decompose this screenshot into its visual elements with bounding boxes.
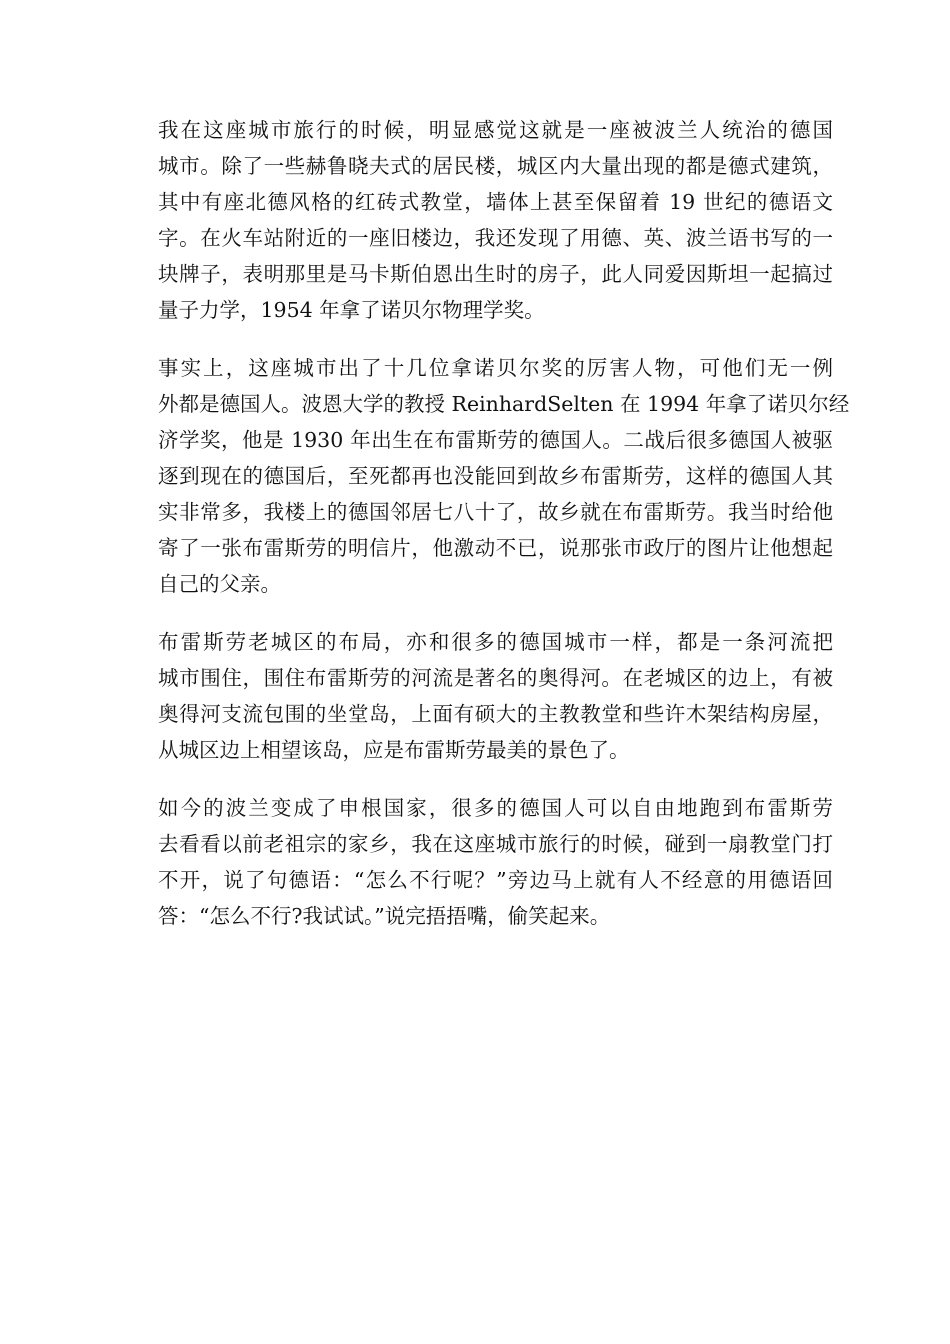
paragraph-line: 我在这座城市旅行的时候，明显感觉这就是一座被波兰人统治的德国 bbox=[158, 118, 833, 142]
paragraph-line: 布雷斯劳老城区的布局，亦和很多的德国城市一样，都是一条河流把 bbox=[158, 630, 833, 654]
paragraph-line: 答：“怎么不行?我试试。”说完捂捂嘴，偷笑起来。 bbox=[158, 904, 611, 928]
paragraph-line: 去看看以前老祖宗的家乡，我在这座城市旅行的时候，碰到一扇教堂门打 bbox=[158, 832, 833, 856]
paragraph-line: 实非常多，我楼上的德国邻居七八十了，故乡就在布雷斯劳。我当时给他 bbox=[158, 500, 833, 524]
paragraph-line: 寄了一张布雷斯劳的明信片，他激动不已，说那张市政厅的图片让他想起 bbox=[158, 536, 833, 560]
paragraph-line: 如今的波兰变成了申根国家，很多的德国人可以自由地跑到布雷斯劳 bbox=[158, 796, 833, 820]
paragraph-line: 城市。除了一些赫鲁晓夫式的居民楼，城区内大量出现的都是德式建筑， bbox=[158, 154, 833, 178]
paragraph-1 bbox=[117, 112, 833, 328]
paragraph-line: 从城区边上相望该岛，应是布雷斯劳最美的景色了。 bbox=[158, 738, 630, 762]
paragraph-line: 量子力学，1954 年拿了诺贝尔物理学奖。 bbox=[158, 298, 545, 322]
paragraph-line: 奥得河支流包围的坐堂岛，上面有硕大的主教教堂和些许木架结构房屋， bbox=[158, 702, 833, 726]
paragraph-line: 济学奖，他是 1930 年出生在布雷斯劳的德国人。二战后很多德国人被驱 bbox=[158, 428, 833, 452]
paragraph-2 bbox=[117, 350, 850, 602]
paragraph-line: 事实上，这座城市出了十几位拿诺贝尔奖的厉害人物，可他们无一例 bbox=[158, 356, 833, 380]
paragraph-line: 字。在火车站附近的一座旧楼边，我还发现了用德、英、波兰语书写的一 bbox=[158, 226, 833, 250]
paragraph-3 bbox=[117, 624, 833, 768]
paragraph-line: 逐到现在的德国后，至死都再也没能回到故乡布雷斯劳，这样的德国人其 bbox=[158, 464, 833, 488]
paragraph-line: 其中有座北德风格的红砖式教堂，墙体上甚至保留着 19 世纪的德语文 bbox=[158, 190, 833, 214]
paragraph-line: 自己的父亲。 bbox=[158, 572, 281, 596]
paragraph-line: 外都是德国人。波恩大学的教授 ReinhardSelten 在 1994 年拿了诺贝尔经 bbox=[158, 392, 850, 416]
paragraph-line: 块牌子，表明那里是马卡斯伯恩出生时的房子，此人同爱因斯坦一起搞过 bbox=[158, 262, 833, 286]
paragraph-4 bbox=[117, 790, 833, 934]
document-body bbox=[117, 112, 850, 956]
paragraph-line: 不开，说了句德语：“怎么不行呢？”旁边马上就有人不经意的用德语回 bbox=[158, 868, 833, 892]
paragraph-line: 城市围住，围住布雷斯劳的河流是著名的奥得河。在老城区的边上，有被 bbox=[158, 666, 833, 690]
